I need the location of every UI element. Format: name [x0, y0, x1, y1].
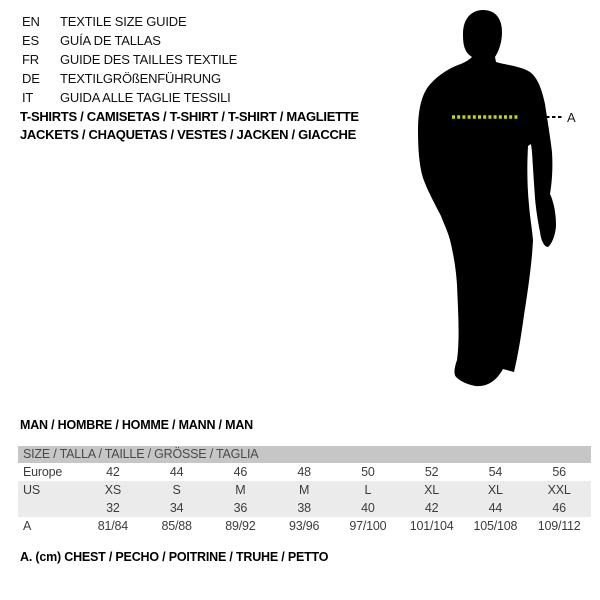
size-cell: XXL	[547, 483, 571, 497]
size-cell: 50	[361, 465, 375, 479]
size-cell: 42	[106, 465, 120, 479]
size-cell: 97/100	[349, 519, 387, 533]
language-label: GUIDA ALLE TAGLIE TESSILI	[60, 90, 231, 105]
size-cell: 46	[552, 501, 566, 515]
size-cell: L	[364, 483, 372, 497]
size-cell: 32	[106, 501, 120, 515]
footnote-chest-measurement: A. (cm) CHEST / PECHO / POITRINE / TRUHE / PETTO	[20, 550, 329, 564]
language-row-it	[22, 88, 237, 107]
row-label: Europe	[23, 465, 63, 479]
language-row-de	[22, 69, 237, 88]
size-cell: 42	[424, 501, 439, 515]
size-cell: M	[235, 483, 246, 497]
size-cell: 105/108	[473, 519, 518, 533]
table-row-europe	[18, 463, 591, 481]
man-figure	[400, 0, 600, 410]
size-cell: 34	[169, 501, 184, 515]
language-code: DE	[22, 71, 40, 86]
table-row-chest-a	[18, 517, 591, 535]
language-list	[22, 12, 237, 107]
size-table	[18, 446, 591, 535]
size-cell: 36	[233, 501, 248, 515]
size-cell: 101/104	[409, 519, 454, 533]
size-cell: S	[172, 483, 181, 497]
table-row-us	[18, 481, 591, 499]
language-code: ES	[22, 33, 39, 48]
size-cell: XL	[487, 483, 503, 497]
size-cell: 93/96	[288, 519, 320, 533]
section-title: MAN / HOMBRE / HOMME / MANN / MAN	[20, 418, 253, 432]
language-row-fr	[22, 50, 237, 69]
table-row-us-numeric	[18, 499, 591, 517]
size-cell: 48	[297, 465, 311, 479]
language-code: IT	[22, 90, 34, 105]
language-code: FR	[22, 52, 39, 67]
size-cell: 109/112	[537, 519, 581, 533]
row-label: US	[23, 483, 40, 497]
size-cell: 46	[233, 465, 248, 479]
size-cell: XS	[104, 483, 122, 497]
size-cell: 54	[488, 465, 503, 479]
category-line-jackets: JACKETS / CHAQUETAS / VESTES / JACKEN / GIACCHE	[20, 127, 356, 142]
language-label: TEXTILGRÖßENFÜHRUNG	[60, 71, 221, 86]
size-cell: 52	[424, 465, 439, 479]
size-cell: 81/84	[97, 519, 129, 533]
category-block	[20, 108, 359, 144]
language-label: TEXTILE SIZE GUIDE	[60, 14, 187, 29]
language-row-es	[22, 31, 237, 50]
size-cell: 38	[297, 501, 311, 515]
language-code: EN	[22, 14, 40, 29]
size-cell: 44	[169, 465, 184, 479]
size-cell: XL	[424, 483, 440, 497]
language-label: GUIDE DES TAILLES TEXTILE	[60, 52, 238, 67]
size-cell: 44	[488, 501, 503, 515]
size-cell: 40	[361, 501, 375, 515]
size-cell: 85/88	[161, 519, 192, 533]
language-label: GUÍA DE TALLAS	[60, 33, 161, 48]
category-line-tshirts: T-SHIRTS / CAMISETAS / T-SHIRT / T-SHIRT / MAGLIETTE	[20, 109, 359, 124]
size-cell: M	[299, 483, 310, 497]
language-row-en	[22, 12, 237, 31]
man-silhouette-svg	[400, 0, 600, 410]
size-cell: 56	[552, 465, 566, 479]
man-silhouette	[418, 10, 556, 386]
size-cell: 89/92	[225, 519, 256, 533]
size-table-header: SIZE / TALLA / TAILLE / GRÖSSE / TAGLIA	[18, 446, 591, 463]
row-label: A	[23, 519, 32, 533]
row-label	[18, 499, 81, 517]
marker-label-a: A	[567, 110, 576, 125]
